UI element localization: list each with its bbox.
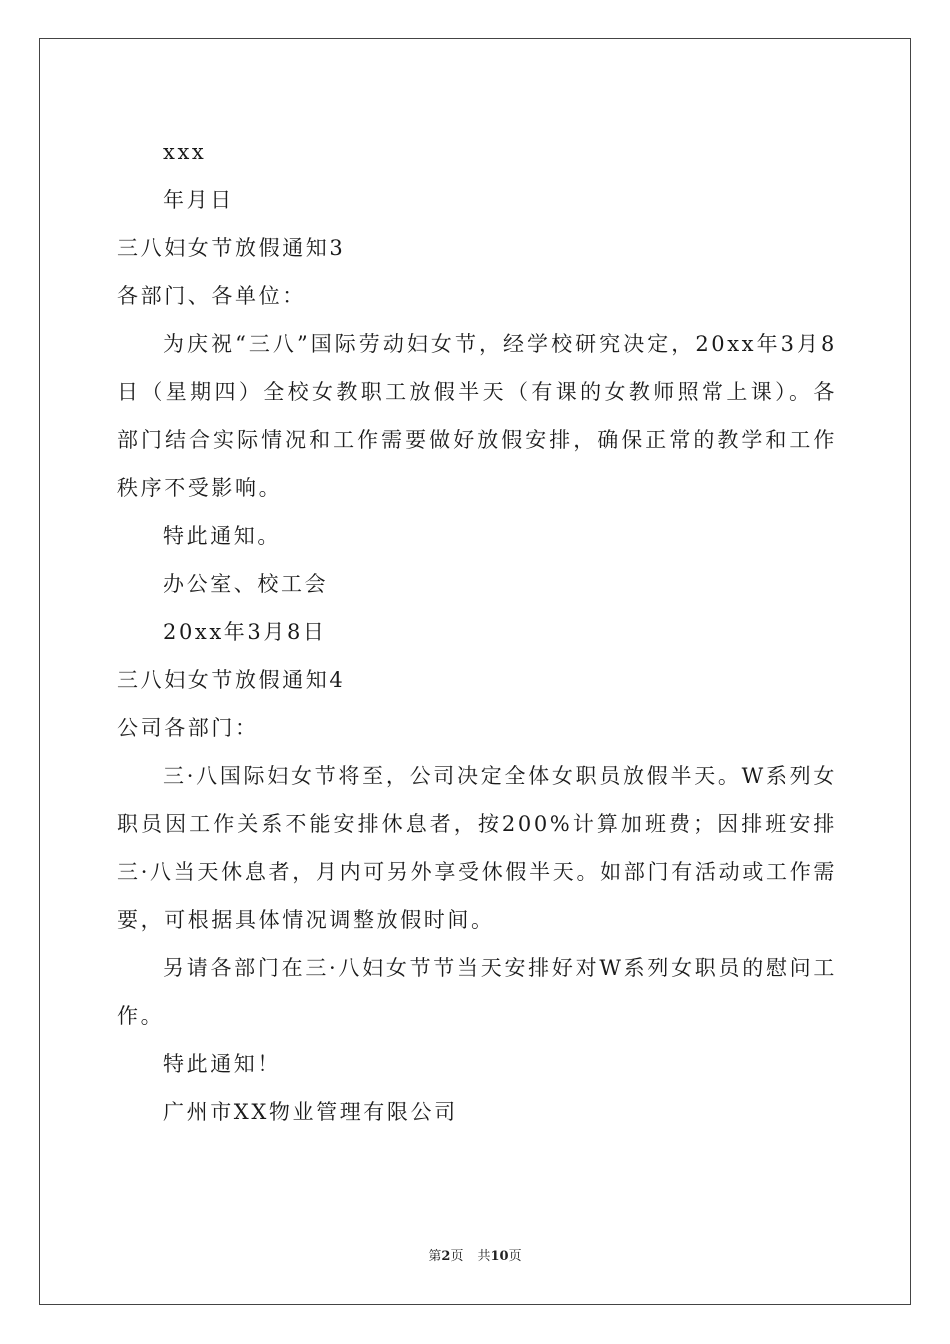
page-number: 2 (441, 1249, 451, 1264)
closing-4: 特此通知！ (163, 1052, 281, 1076)
document-body (117, 128, 837, 1136)
signature-date: 年月日 (163, 188, 234, 212)
signer-4: 广州市XX物业管理有限公司 (163, 1100, 458, 1124)
closing-3: 特此通知。 (163, 524, 281, 548)
signer-3: 办公室、校工会 (163, 572, 329, 596)
notice-title-4: 三八妇女节放假通知4 (117, 668, 346, 692)
total-pages: 10 (490, 1249, 509, 1264)
salutation-4: 公司各部门： (117, 716, 259, 740)
date-3: 20xx年3月8日 (163, 620, 327, 644)
total-prefix: 共 (477, 1249, 491, 1264)
page-suffix: 页 (450, 1249, 464, 1264)
salutation-3: 各部门、各单位： (117, 284, 306, 308)
notice-body-4: 三·八国际妇女节将至，公司决定全体女职员放假半天。W系列女职员因工作关系不能安排休息者，按200%计算加班费；因排班安排三·八当天休息者，月内可另外享受休假半天。如部门有活动或工作需要，可根据具体情况调整放假时间。 (117, 764, 837, 932)
page-prefix: 第 (428, 1249, 442, 1264)
signature-name: xxx (163, 140, 207, 164)
notice-title-3: 三八妇女节放假通知3 (117, 236, 346, 260)
page-footer (0, 1248, 950, 1266)
total-suffix: 页 (508, 1249, 522, 1264)
notice-body-4-extra: 另请各部门在三·八妇女节节当天安排好对W系列女职员的慰问工作。 (117, 956, 837, 1028)
notice-body-3: 为庆祝“三八”国际劳动妇女节，经学校研究决定，20xx年3月8日（星期四）全校女教职工放假半天（有课的女教师照常上课）。各部门结合实际情况和工作需要做好放假安排，确保正常的教学和工作秩序不受影响。 (117, 332, 837, 500)
